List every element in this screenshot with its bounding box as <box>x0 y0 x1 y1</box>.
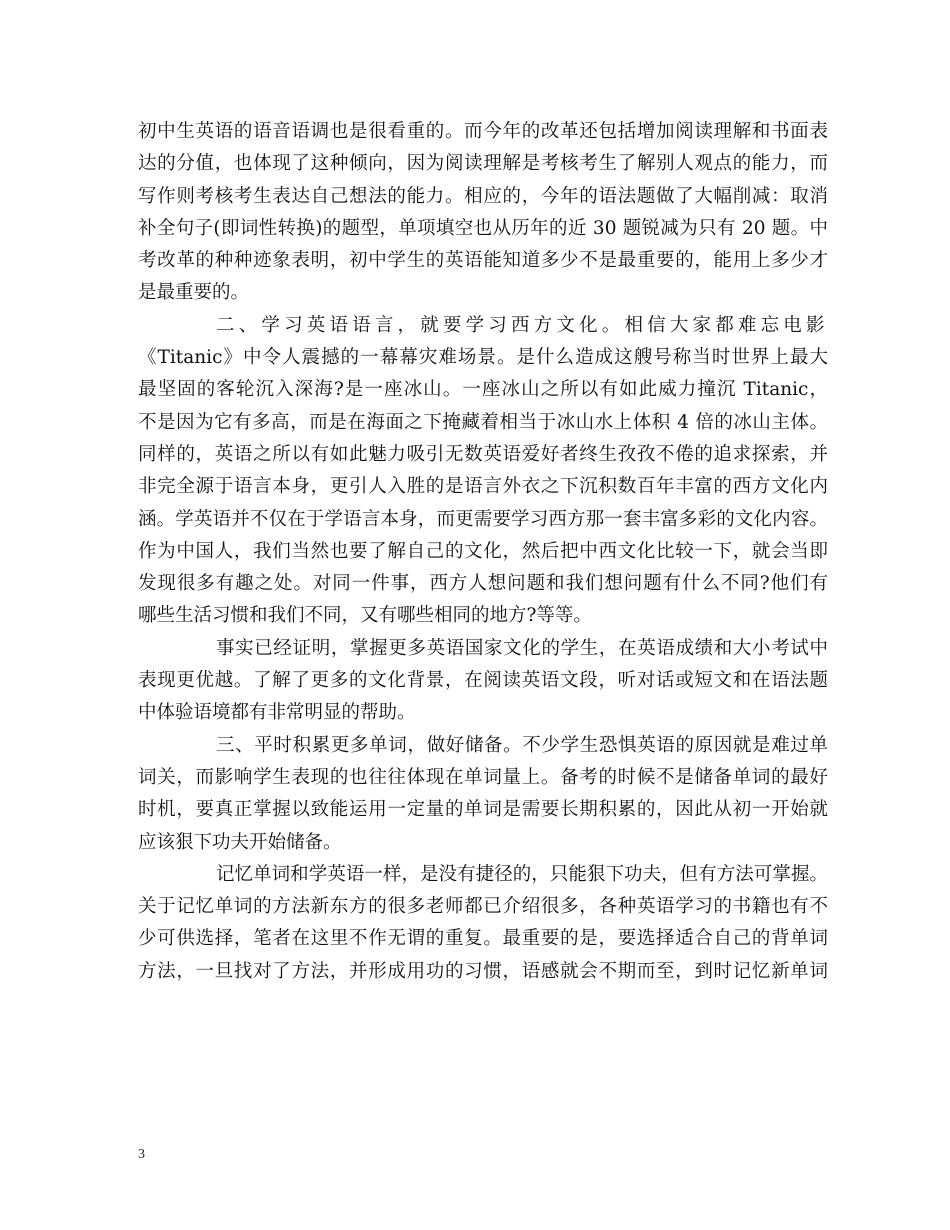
text-line: 同样的，英语之所以有如此魅力吸引无数英语爱好者终生孜孜不倦的追求探索，并 <box>138 443 828 465</box>
text-line: 达的分值，也体现了这种倾向，因为阅读理解是考核考生了解别人观点的能力，而 <box>138 153 828 175</box>
text-line: 少可供选择，笔者在这里不作无谓的重复。最重要的是，要选择适合自己的背单词 <box>138 928 828 950</box>
text-line: 写作则考核考生表达自己想法的能力。相应的，今年的语法题做了大幅削减：取消 <box>138 185 828 207</box>
text-line: 补全句子(即词性转换)的题型，单项填空也从历年的近 30 题锐减为只有 20 题。中 <box>138 217 828 239</box>
text-line: 哪些生活习惯和我们不同，又有哪些相同的地方?等等。 <box>138 605 592 627</box>
text-line: 是最重要的。 <box>138 282 250 304</box>
text-line: 发现很多有趣之处。对同一件事，西方人想问题和我们想问题有什么不同?他们有 <box>138 573 828 595</box>
text-line: 时机，要真正掌握以致能运用一定量的单词是需要长期积累的，因此从初一开始就 <box>138 799 828 821</box>
text-line: 《Titanic》中令人震撼的一幕幕灾难场景。是什么造成这艘号称当时世界上最大 <box>138 347 828 369</box>
text-line: 作为中国人，我们当然也要了解自己的文化，然后把中西文化比较一下，就会当即 <box>138 540 828 562</box>
text-line: 初中生英语的语音语调也是很看重的。而今年的改革还包括增加阅读理解和书面表 <box>138 121 828 142</box>
text-line: 最坚固的客轮沉入深海?是一座冰山。一座冰山之所以有如此威力撞沉 Titanic， <box>138 379 828 401</box>
section-heading-two: 二、学习英语语言，就要学习西方文化。相信大家都难忘电影 <box>216 314 828 336</box>
paragraph-start: 事实已经证明，掌握更多英语国家文化的学生，在英语成绩和大小考试中 <box>216 637 828 659</box>
text-line: 词关，而影响学生表现的也往往体现在单词量上。备考的时候不是储备单词的最好 <box>138 766 828 788</box>
text-line: 非完全源于语言本身，更引人入胜的是语言外衣之下沉积数百年丰富的西方文化内 <box>138 476 828 498</box>
page-number: 3 <box>138 1147 145 1162</box>
paragraph-start: 记忆单词和学英语一样，是没有捷径的，只能狠下功夫，但有方法可掌握。 <box>216 863 828 885</box>
text-line: 不是因为它有多高，而是在海面之下掩藏着相当于冰山水上体积 4 倍的冰山主体。 <box>138 411 828 433</box>
text-line: 中体验语境都有非常明显的帮助。 <box>138 702 416 724</box>
section-heading-three: 三、平时积累更多单词，做好储备。不少学生恐惧英语的原因就是难过单 <box>216 734 828 756</box>
text-line: 考改革的种种迹象表明，初中学生的英语能知道多少不是最重要的，能用上多少才 <box>138 250 828 272</box>
text-line: 涵。学英语并不仅在于学语言本身，而更需要学习西方那一套丰富多彩的文化内容。 <box>138 508 828 530</box>
text-line: 关于记忆单词的方法新东方的很多老师都已介绍很多，各种英语学习的书籍也有不 <box>138 896 828 918</box>
text-line: 表现更优越。了解了更多的文化背景，在阅读英语文段，听对话或短文和在语法题 <box>138 670 828 692</box>
text-line: 应该狠下功夫开始储备。 <box>138 831 342 853</box>
body-text <box>138 116 828 988</box>
text-line: 方法，一旦找对了方法，并形成用功的习惯，语感就会不期而至，到时记忆新单词 <box>138 960 828 982</box>
